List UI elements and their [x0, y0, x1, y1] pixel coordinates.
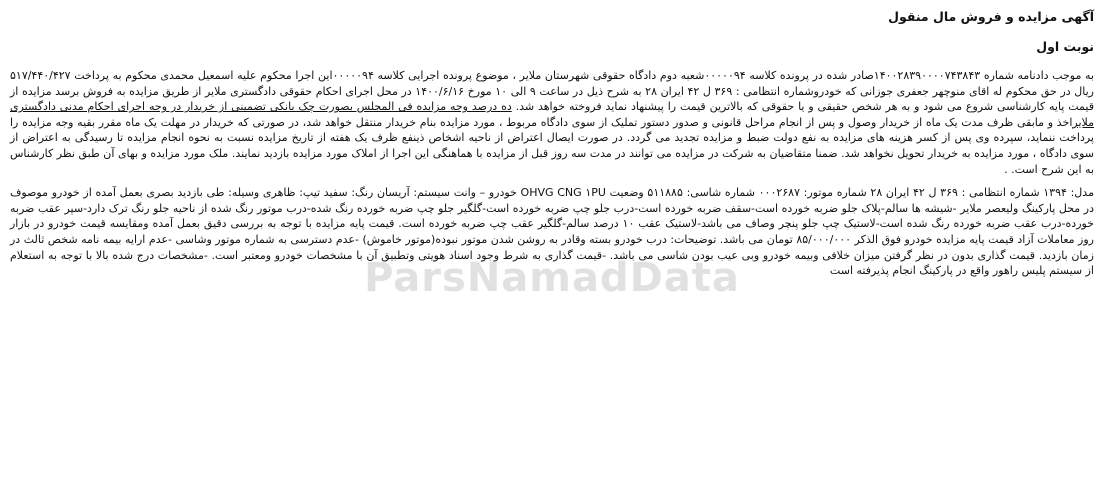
notice-title: آگهی مزایده و فروش مال منقول [888, 9, 1094, 24]
paragraph-text-part-1: به موجب دادنامه شماره ۱۴۰۰۲۸۳۹۰۰۰۰۷۴۳۸۴۳صادر شده در پرونده کلاسه ۰۰۰۰۰۹۴شعبه دوم دادگاه حقوقی شهرستان ملایر ، موضوع پرونده اجرایی کلاسه ۰۰۰۰۰۹۴این اجرا محکوم علیه اسمعیل محمدی محکوم به پرداخت ۵۱۷/۴۴۰/۴۲۷ ریال در حق محکوم له اقای منوچهر جعفری جوزانی که خودروشماره انتظامی : ۳۶۹ ل ۴۲ ایران ۲۸ به شرح ذیل در ساعت ۹ الی ۱۰ مورخ ۱۴۰۰/۶/۱۶ در محل اجرای احکام حقوقی دادگستری ملایر از طریق مزایده به فروش برسد مزایده از قیمت پایه کارشناسی شروع می شود و به هر شخص حقیقی و یا حقوقی که بالاترین قیمت را پیشنهاد نماید فروخته خواهد شد. [10, 69, 1094, 114]
notice-round: نوبت اول [1036, 39, 1094, 54]
vehicle-description-paragraph: مدل: ۱۳۹۴ شماره انتظامی : ۳۶۹ ل ۴۲ ایران ۲۸ شماره موتور: ۰۰۰۲۶۸۷ شماره شاسی: ۵۱۱۸۸۵ وضعیت OHVG CNG ۱PU خودرو – وانت سیستم: آریسان رنگ: سفید تیپ: ظاهری وسیله: طی بازدید بصری بعمل آمده از خودرو موصوف در محل پارکینگ ولیعصر ملایر -شیشه ها سالم-پلاک جلو ضربه خورده است-سقف ضربه خورده است-درب جلو چپ ضربه خورده است-گلگیر جلو چپ ضربه خورده رنگ شده-درب موتور رنگ شده از ناحیه جلو رنگ ترک دارد-سپر عقب ضربه خورده-درب عقب ضربه خورده رنگ شده است-لاستیک چپ جلو پنچر وصاف می باشد-لاستیک عقب ۱۰ درصد سالم-گلگیر عقب چپ ضربه خورده است. قیمت پایه مزایده با توجه به بررسی دقیق بعمل آمده ومقایسه قیمت خودرو در بازار روز معاملات آزاد قیمت پایه مزایده خودرو فوق الذکر ۸۵/۰۰۰/۰۰۰ تومان می باشد. توضیحات: درب خودرو بسته وقادر به روشن شدن موتور نبوده(موتور خاموش) -عدم دسترسی به شماره موتور وشاسی -عدم ارایه بیمه نامه شخص ثالث در زمان بازدید. قیمت گذاری بدون در نظر گرفتن میزان خلافی وبیمه خودرو وبی عیب بودن شاسی می باشد. -قیمت گذاری به شرط وجود اسناد هویتی وتطبیق آن با مشخصات خودرو ومعتبر است. -مشخصات درج شده بالا با توجه به استعلام از سیستم پلیس راهور واقع در پارکینگ انجام پذیرفته است [10, 186, 1094, 278]
underlined-deposit-clause: ده درصد وجه مزایده فی المجلس بصورت چک بانکی تضمینی از خریدار در وجه اجرای احکام مدنی دادگستری ملایر [10, 100, 1094, 129]
watermark-text: ParsNamadData [364, 255, 740, 301]
paragraph-text-part-2: اخذ و مابقی ظرف مدت یک ماه از خریدار وصول و پس از انجام مراحل قانونی و صدور دستور تملیک از سوی دادگاه مربوط ، مورد مزایده بنام خریدار منتقل خواهد شد، در صورتی که خریدار در مهلت یک ماه مقرر بقیه وجه مزایده را پرداخت ننماید، سپرده وی پس از کسر هزینه های مزایده به نفع دولت ضبط و مزایده تجدید می گردد. در صورت ایصال اعتراض از ناحیه اشخاص ذینفع ظرف یک هفته از تاریخ مزایده نسبت به نحوه انجام مزایده تا رسیدگی به اعتراض از سوی دادگاه ، مورد مزایده به خریدار تحویل نخواهد شد. ضمنا متقاضیان به شرکت در مزایده می توانند در مدت سه روز قبل از مزایده با هماهنگی این اجرا از املاک مورد مزایده بازدید نمایند. ملک مورد مزایده و بهای آن طبق نظر کارشناس به این شرح است. . [10, 115, 1094, 176]
notice-paragraph-main [10, 68, 1094, 177]
